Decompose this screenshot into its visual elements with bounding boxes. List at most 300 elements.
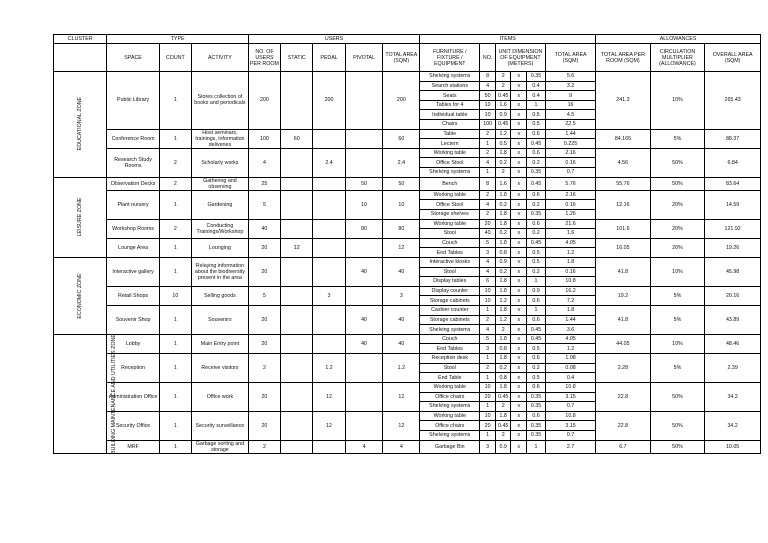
users-static xyxy=(281,354,313,383)
users-total-area: 1.2 xyxy=(383,354,420,383)
space-count: 1 xyxy=(159,334,191,353)
item-total-area: 0.16 xyxy=(545,200,595,210)
item-total-area: 21.6 xyxy=(545,219,595,229)
space-activity: Selling goods xyxy=(192,286,249,305)
item-dim-x: x xyxy=(511,325,527,335)
item-total-area: 3.15 xyxy=(545,392,595,402)
users-per-room: 40 xyxy=(248,219,280,238)
item-count: 10 xyxy=(480,286,496,296)
item-name: Bench xyxy=(420,177,480,190)
item-dim-width: 0.35 xyxy=(527,209,546,219)
users-static xyxy=(281,334,313,353)
item-name: Couch xyxy=(420,334,480,344)
item-dim-length: 2 xyxy=(495,168,511,178)
space-activity: Office work xyxy=(192,382,249,411)
users-total-area: 3 xyxy=(383,286,420,305)
area-per-room: 19.2 xyxy=(596,286,651,305)
item-dim-width: 0.45 xyxy=(527,334,546,344)
users-pivotal xyxy=(345,129,383,148)
table-row xyxy=(54,382,761,392)
table-row xyxy=(54,411,761,421)
item-dim-x: x xyxy=(511,334,527,344)
zone-label-text: EDUCATIONAL ZONE xyxy=(77,97,84,151)
table-row xyxy=(54,129,761,139)
item-dim-x: x xyxy=(511,120,527,130)
item-total-area: 4.05 xyxy=(545,334,595,344)
item-count: 1 xyxy=(480,306,496,316)
table-row xyxy=(54,257,761,267)
area-per-room: 41.8 xyxy=(596,306,651,335)
space-count: 1 xyxy=(159,238,191,257)
circulation-multiplier: 50% xyxy=(650,148,705,177)
item-count: 1 xyxy=(480,373,496,383)
item-count: 8 xyxy=(480,177,496,190)
item-dim-x: x xyxy=(511,139,527,149)
item-dim-width: 0.2 xyxy=(527,200,546,210)
item-dim-width: 1 xyxy=(527,440,546,453)
overall-area: 45.98 xyxy=(705,257,761,286)
space-count: 1 xyxy=(159,257,191,286)
area-per-room: 44.05 xyxy=(596,334,651,353)
item-name: Shelving systems xyxy=(420,72,480,82)
item-dim-length: 1.8 xyxy=(495,306,511,316)
header-pivotal: PIVOTAL xyxy=(345,44,383,72)
item-dim-width: 0.5 xyxy=(527,248,546,258)
circulation-multiplier: 10% xyxy=(650,257,705,286)
item-total-area: 1.44 xyxy=(545,129,595,139)
item-dim-width: 0.6 xyxy=(527,148,546,158)
item-dim-length: 0.45 xyxy=(495,120,511,130)
item-dim-length: 0.2 xyxy=(495,267,511,277)
circulation-multiplier: 20% xyxy=(650,219,705,238)
item-total-area: 1.44 xyxy=(545,315,595,325)
item-dim-length: 1.8 xyxy=(495,190,511,200)
item-name: Working table xyxy=(420,219,480,229)
users-total-area: 12 xyxy=(383,411,420,440)
item-count: 3 xyxy=(480,344,496,354)
area-per-room: 16.05 xyxy=(596,238,651,257)
item-dim-x: x xyxy=(511,296,527,306)
space-count: 10 xyxy=(159,286,191,305)
item-dim-length: 0.2 xyxy=(495,158,511,168)
item-name: Table xyxy=(420,129,480,139)
overall-area: 19.26 xyxy=(705,238,761,257)
users-per-room: 20 xyxy=(248,257,280,286)
item-dim-x: x xyxy=(511,219,527,229)
circulation-multiplier: 20% xyxy=(650,238,705,257)
item-total-area: 5.76 xyxy=(545,177,595,190)
space-name: Research Study Rooms xyxy=(107,148,159,177)
item-total-area: 1.08 xyxy=(545,354,595,364)
space-name: Souvenir Shop xyxy=(107,306,159,335)
item-dim-x: x xyxy=(511,229,527,239)
item-count: 4 xyxy=(480,267,496,277)
users-per-room: 2 xyxy=(248,354,280,383)
item-dim-width: 0.5 xyxy=(527,110,546,120)
area-program-sheet xyxy=(53,34,761,454)
overall-area: 265.43 xyxy=(705,72,761,130)
item-dim-width: 1 xyxy=(527,306,546,316)
item-dim-length: 0.8 xyxy=(495,344,511,354)
item-name: Working table xyxy=(420,382,480,392)
area-per-room: 22.8 xyxy=(596,411,651,440)
area-per-room: 101.6 xyxy=(596,219,651,238)
overall-area: 43.89 xyxy=(705,306,761,335)
header-cluster-blank xyxy=(54,44,107,72)
zone-label xyxy=(54,177,107,257)
item-total-area: 1.6 xyxy=(545,229,595,239)
space-activity: Scholarly works xyxy=(192,148,249,177)
item-total-area: 1.26 xyxy=(545,209,595,219)
item-total-area: 0.16 xyxy=(545,267,595,277)
users-pedal: 12 xyxy=(313,411,345,440)
item-dim-width: 0.6 xyxy=(527,296,546,306)
header-overall: OVERALL AREA (SQM) xyxy=(705,44,761,72)
users-per-room: 20 xyxy=(248,411,280,440)
users-pivotal: 4 xyxy=(345,440,383,453)
item-dim-length: 0.8 xyxy=(495,248,511,258)
circulation-multiplier: 5% xyxy=(650,306,705,335)
item-dim-width: 1 xyxy=(527,100,546,110)
item-dim-length: 1.8 xyxy=(495,354,511,364)
item-total-area: 1.8 xyxy=(545,257,595,267)
item-count: 1 xyxy=(480,354,496,364)
item-total-area: 7.2 xyxy=(545,296,595,306)
area-per-room: 12.16 xyxy=(596,190,651,219)
item-count: 100 xyxy=(480,120,496,130)
item-dim-length: 1.8 xyxy=(495,219,511,229)
item-dim-width: 1 xyxy=(527,277,546,287)
table-row xyxy=(54,177,761,190)
item-count: 4 xyxy=(480,158,496,168)
item-dim-length: 0.9 xyxy=(495,110,511,120)
item-dim-length: 1.8 xyxy=(495,411,511,421)
item-dim-width: 0.45 xyxy=(527,325,546,335)
overall-area: 34.2 xyxy=(705,382,761,411)
item-dim-length: 0.2 xyxy=(495,229,511,239)
users-total-area: 50 xyxy=(383,177,420,190)
item-count: 4 xyxy=(480,200,496,210)
item-dim-x: x xyxy=(511,430,527,440)
table-row xyxy=(54,148,761,158)
item-dim-width: 0.6 xyxy=(527,219,546,229)
users-total-area: 40 xyxy=(383,257,420,286)
users-per-room: 20 xyxy=(248,382,280,411)
space-count: 1 xyxy=(159,354,191,383)
users-static xyxy=(281,190,313,219)
item-dim-x: x xyxy=(511,421,527,431)
item-dim-width: 0.45 xyxy=(527,139,546,149)
item-dim-length: 2 xyxy=(495,430,511,440)
header-items-area: TOTAL AREA (SQM) xyxy=(545,44,595,72)
item-count: 50 xyxy=(480,91,496,101)
space-name: Workshop Rooms xyxy=(107,219,159,238)
space-count: 1 xyxy=(159,411,191,440)
item-dim-x: x xyxy=(511,440,527,453)
circulation-multiplier: 50% xyxy=(650,177,705,190)
item-dim-x: x xyxy=(511,129,527,139)
users-static xyxy=(281,306,313,335)
item-dim-width: 0.6 xyxy=(527,315,546,325)
users-pedal xyxy=(313,238,345,257)
header-items: ITEMS xyxy=(420,35,596,44)
users-pivotal: 40 xyxy=(345,306,383,335)
item-name: Shelving systems xyxy=(420,430,480,440)
area-per-room: 84.165 xyxy=(596,129,651,148)
item-dim-x: x xyxy=(511,382,527,392)
item-dim-width: 0.45 xyxy=(527,177,546,190)
space-count: 2 xyxy=(159,148,191,177)
space-activity: Gardening xyxy=(192,190,249,219)
item-count: 10 xyxy=(480,110,496,120)
item-count: 8 xyxy=(480,72,496,82)
item-name: Couch xyxy=(420,238,480,248)
item-dim-length: 1.8 xyxy=(495,238,511,248)
item-count: 10 xyxy=(480,411,496,421)
users-pedal xyxy=(313,190,345,219)
overall-area: 14.59 xyxy=(705,190,761,219)
item-dim-x: x xyxy=(511,177,527,190)
space-count: 1 xyxy=(159,440,191,453)
overall-area: 34.2 xyxy=(705,411,761,440)
item-dim-length: 1.8 xyxy=(495,277,511,287)
users-static xyxy=(281,382,313,411)
space-activity: Garbage sorting and storage xyxy=(192,440,249,453)
header-no: NO. xyxy=(480,44,496,72)
space-name: Plant nursery xyxy=(107,190,159,219)
item-name: Individual table xyxy=(420,110,480,120)
users-per-room: 100 xyxy=(248,129,280,148)
header-static: STATIC xyxy=(281,44,313,72)
users-per-room: 5 xyxy=(248,286,280,305)
item-name: Working table xyxy=(420,411,480,421)
item-total-area: 10.8 xyxy=(545,411,595,421)
space-name: Administration Office xyxy=(107,382,159,411)
users-pivotal xyxy=(345,382,383,411)
item-name: Shelving systems xyxy=(420,168,480,178)
item-total-area: 4.05 xyxy=(545,238,595,248)
users-total-area: 40 xyxy=(383,306,420,335)
table-row xyxy=(54,354,761,364)
zone-label xyxy=(54,257,107,334)
users-static xyxy=(281,411,313,440)
users-pedal xyxy=(313,219,345,238)
space-activity: Security surveillance xyxy=(192,411,249,440)
item-name: Office Stool xyxy=(420,158,480,168)
item-dim-x: x xyxy=(511,257,527,267)
item-dim-length: 2 xyxy=(495,325,511,335)
item-total-area: 4.5 xyxy=(545,110,595,120)
circulation-multiplier: 5% xyxy=(650,129,705,148)
table-row xyxy=(54,440,761,453)
item-dim-length: 0.8 xyxy=(495,373,511,383)
users-static xyxy=(281,177,313,190)
item-dim-width: 0.35 xyxy=(527,72,546,82)
item-dim-length: 1.8 xyxy=(495,382,511,392)
area-per-room: 6.7 xyxy=(596,440,651,453)
users-pedal xyxy=(313,177,345,190)
users-static xyxy=(281,72,313,130)
item-dim-length: 1.8 xyxy=(495,334,511,344)
item-dim-length: 1.8 xyxy=(495,148,511,158)
item-name: Storage cabinets xyxy=(420,315,480,325)
item-total-area: 0.7 xyxy=(545,402,595,412)
overall-area: 83.64 xyxy=(705,177,761,190)
item-total-area: 0.16 xyxy=(545,158,595,168)
header-users: USERS xyxy=(248,35,419,44)
item-dim-length: 0.2 xyxy=(495,363,511,373)
item-dim-length: 1.2 xyxy=(495,129,511,139)
space-name: Lobby xyxy=(107,334,159,353)
item-total-area: 16 xyxy=(545,100,595,110)
item-total-area: 0.7 xyxy=(545,430,595,440)
users-total-area: 4 xyxy=(383,440,420,453)
item-count: 10 xyxy=(480,382,496,392)
item-dim-x: x xyxy=(511,81,527,91)
item-dim-x: x xyxy=(511,200,527,210)
circulation-multiplier: 50% xyxy=(650,382,705,411)
space-activity: Main Entry point xyxy=(192,334,249,353)
item-count: 10 xyxy=(480,100,496,110)
space-activity: Stores collection of books and periodicals xyxy=(192,72,249,130)
item-total-area: 1.8 xyxy=(545,306,595,316)
area-per-room: 2.28 xyxy=(596,354,651,383)
item-dim-x: x xyxy=(511,411,527,421)
space-count: 2 xyxy=(159,177,191,190)
item-name: Office Stool xyxy=(420,200,480,210)
item-dim-width: 0.35 xyxy=(527,430,546,440)
item-dim-x: x xyxy=(511,248,527,258)
item-total-area: 3.6 xyxy=(545,325,595,335)
item-dim-x: x xyxy=(511,158,527,168)
item-dim-x: x xyxy=(511,392,527,402)
item-dim-x: x xyxy=(511,315,527,325)
item-dim-x: x xyxy=(511,373,527,383)
item-dim-length: 0.9 xyxy=(495,440,511,453)
space-program-table xyxy=(53,34,761,454)
item-name: Storage shelves xyxy=(420,209,480,219)
zone-label xyxy=(54,72,107,178)
item-name: Shelving systems xyxy=(420,402,480,412)
users-total-area: 12 xyxy=(383,238,420,257)
item-dim-x: x xyxy=(511,363,527,373)
space-name: Observation Decks xyxy=(107,177,159,190)
item-count: 20 xyxy=(480,421,496,431)
users-pedal: 2.4 xyxy=(313,148,345,177)
item-dim-length: 0.2 xyxy=(495,200,511,210)
item-name: Search stations xyxy=(420,81,480,91)
item-dim-length: 1.2 xyxy=(495,315,511,325)
item-dim-length: 2 xyxy=(495,81,511,91)
item-count: 5 xyxy=(480,238,496,248)
area-per-room: 4.56 xyxy=(596,148,651,177)
table-row xyxy=(54,286,761,296)
space-name: Public Library xyxy=(107,72,159,130)
item-count: 40 xyxy=(480,229,496,239)
item-dim-width: 0.4 xyxy=(527,91,546,101)
item-name: Storage cabinets xyxy=(420,296,480,306)
space-activity: Relaying information about the biodiversity present in the area xyxy=(192,257,249,286)
item-dim-x: x xyxy=(511,306,527,316)
overall-area: 2.39 xyxy=(705,354,761,383)
item-count: 1 xyxy=(480,168,496,178)
item-dim-x: x xyxy=(511,344,527,354)
header-area-per-room: TOTAL AREA PER ROOM (SQM) xyxy=(596,44,651,72)
item-dim-length: 0.45 xyxy=(495,91,511,101)
item-count: 10 xyxy=(480,296,496,306)
item-count: 4 xyxy=(480,325,496,335)
table-header xyxy=(54,35,761,72)
item-name: Garbage Bin xyxy=(420,440,480,453)
users-pivotal xyxy=(345,286,383,305)
item-total-area: 2.7 xyxy=(545,440,595,453)
area-per-room: 41.8 xyxy=(596,257,651,286)
item-dim-width: 0.6 xyxy=(527,411,546,421)
zone-label xyxy=(54,333,117,454)
header-type: TYPE xyxy=(107,35,248,44)
zone-label-text: LEISURE ZONE xyxy=(77,197,84,237)
item-name: Stool xyxy=(420,229,480,239)
item-total-area: 10.8 xyxy=(545,277,595,287)
item-total-area: 2.16 xyxy=(545,190,595,200)
circulation-multiplier: 20% xyxy=(650,190,705,219)
users-static xyxy=(281,257,313,286)
header-circulation: CIRCULATION MULTIPLIER (ALLOWANCE) xyxy=(650,44,705,72)
item-dim-length: 1.6 xyxy=(495,100,511,110)
item-dim-width: 0.35 xyxy=(527,421,546,431)
item-dim-length: 0.5 xyxy=(495,139,511,149)
item-count: 4 xyxy=(480,257,496,267)
item-name: End Tables xyxy=(420,344,480,354)
users-pivotal xyxy=(345,411,383,440)
header-unit-dimension: UNIT DIMENSION OF EQUIPMENT (METERS) xyxy=(495,44,545,72)
item-name: Stool xyxy=(420,363,480,373)
users-pedal xyxy=(313,440,345,453)
area-per-room: 55.76 xyxy=(596,177,651,190)
users-pedal: 12 xyxy=(313,382,345,411)
header-space: SPACE xyxy=(107,44,159,72)
header-allowances: ALLOWANCES xyxy=(596,35,761,44)
item-dim-x: x xyxy=(511,267,527,277)
item-dim-width: 0.6 xyxy=(527,190,546,200)
item-count: 1 xyxy=(480,139,496,149)
users-per-room: 2 xyxy=(248,440,280,453)
item-name: Chairs xyxy=(420,120,480,130)
users-static: 60 xyxy=(281,129,313,148)
header-furniture: FURNITURE / FIXTURE / EQUIPMENT xyxy=(420,44,480,72)
users-static xyxy=(281,440,313,453)
item-name: Office chairs xyxy=(420,392,480,402)
item-count: 2 xyxy=(480,315,496,325)
item-total-area: 1.2 xyxy=(545,248,595,258)
space-count: 1 xyxy=(159,72,191,130)
overall-area: 88.37 xyxy=(705,129,761,148)
circulation-multiplier: 50% xyxy=(650,440,705,453)
users-pedal xyxy=(313,129,345,148)
item-dim-width: 0.5 xyxy=(527,257,546,267)
item-count: 1 xyxy=(480,430,496,440)
item-name: Seats xyxy=(420,91,480,101)
users-pedal xyxy=(313,334,345,353)
item-dim-x: x xyxy=(511,209,527,219)
users-per-room: 20 xyxy=(248,238,280,257)
item-name: Display counter xyxy=(420,286,480,296)
header-pedal: PEDAL xyxy=(313,44,345,72)
item-name: Lectern xyxy=(420,139,480,149)
item-dim-x: x xyxy=(511,190,527,200)
item-dim-x: x xyxy=(511,277,527,287)
item-count: 6 xyxy=(480,277,496,287)
